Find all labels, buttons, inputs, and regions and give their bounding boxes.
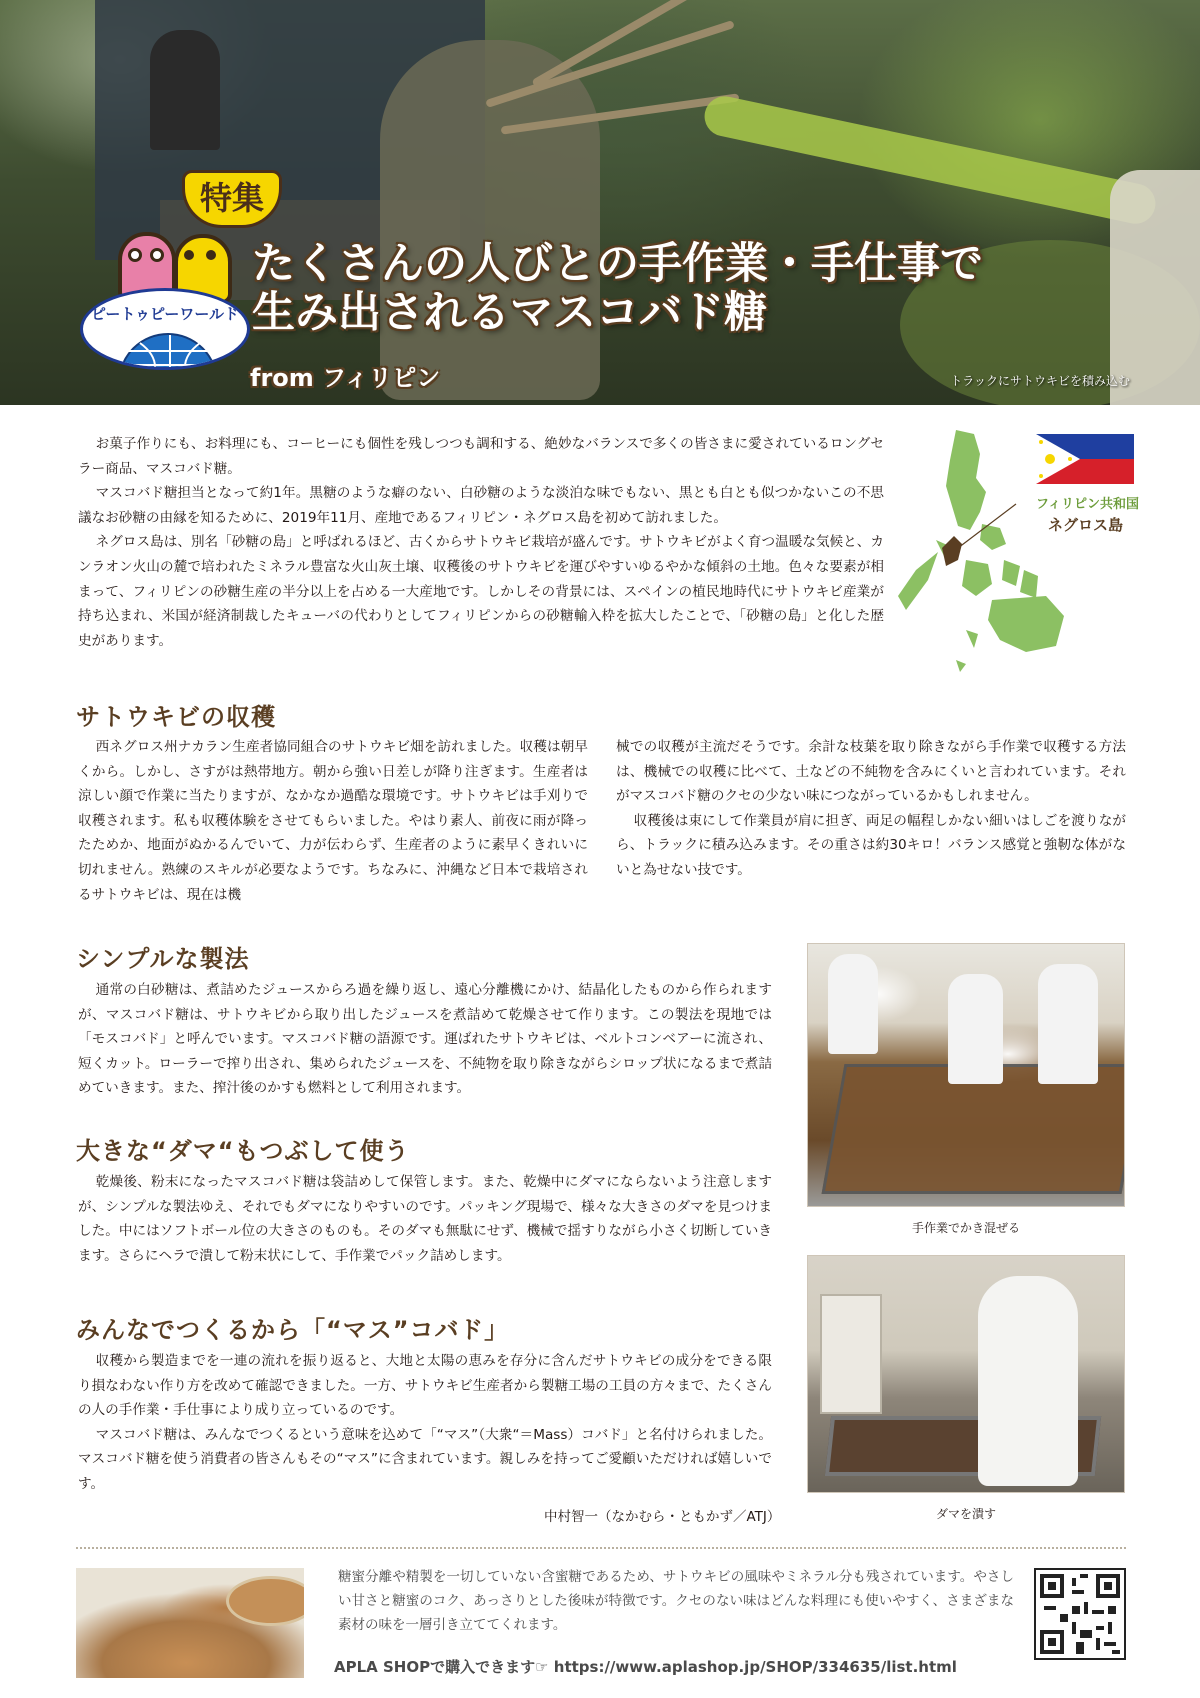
- worker-figure: [978, 1276, 1078, 1486]
- logo-text: ピートゥピーワールド: [90, 305, 240, 323]
- photo-crushing-lumps: [807, 1255, 1125, 1493]
- harvest-paragraph: 西ネグロス州ナカラン生産者協同組合のサトウキビ畑を訪れました。収穫は朝早くから。しかし、さすがは熱帯地方。朝から強い日差しが降り注ぎます。生産者は涼しい顔で作業に当たりますが、なかなか過酷な環境です。サトウキビは手刈りで収穫されます。私も収穫体験をさせてもらいました。やはり素人、前夜に雨が降ったためか、地面がぬかるんでいて、力が伝わらず、生産者のように素早くきれいに切れません。熟練のスキルが必要なようです。ちなみに、沖縄など日本で栽培されるサトウキビは、現在は機: [78, 739, 588, 903]
- harvest-paragraph: 収穫後は束にして作業員が肩に担ぎ、両足の幅程しかない細いはしごを渡りながら、トラックに積み込みます。その重さは約30キロ！バランス感覚と強靭な体がないと為せない技です。: [616, 812, 1126, 878]
- section-heading-harvest: サトウキビの収穫: [76, 703, 276, 731]
- map-label-island: ネグロス島: [1048, 516, 1124, 534]
- worker-figure: [828, 954, 878, 1054]
- worker-shirt-edge: [1110, 170, 1200, 405]
- photo-caption-lumps: ダマを潰す: [935, 1507, 996, 1521]
- photo-caption-stirring: 手作業でかき混ぜる: [911, 1221, 1020, 1235]
- lumps-text: [78, 1170, 772, 1268]
- spoon-shape: [226, 1576, 304, 1626]
- method-text: [78, 978, 772, 1101]
- leaf-shape: [701, 93, 1159, 228]
- p2p-world-logo: [80, 288, 250, 370]
- harvest-right-column: [616, 735, 1126, 883]
- mascot-eye: [128, 248, 142, 262]
- title-line-2: 生み出されるマスコバド糖: [252, 287, 768, 338]
- worker-figure: [948, 974, 1003, 1084]
- worker-carrying-cane: [380, 40, 600, 400]
- page-title: [252, 240, 1012, 337]
- mascot-eye: [150, 248, 164, 262]
- footer-divider: [76, 1547, 1126, 1549]
- mascot-eye: [206, 250, 216, 260]
- intro-paragraph: ネグロス島は、別名「砂糖の島」と呼ばれるほど、古くからサトウキビ栽培が盛んです。サトウキビがよく育つ温暖な気候と、カンラオン火山の麓で培われたミネラル豊富な火山灰土壌、収穫後のサトウキビを運びやすいゆるやかな傾斜の土地。色々な要素が相まって、フィリピンの砂糖生産の半分以上を占める一大産地です。しかしその背景には、スペインの植民地時代にサトウキビ産業が持ち込まれ、米国が経済制裁したキューバの代わりとしてフィリピンからの砂糖輸入枠を拡大したことで、「砂糖の島」と化した歴史があります。: [78, 534, 884, 649]
- hero-photo: [0, 0, 1200, 405]
- section-heading-lumps: 大きな“ダマ“もつぶして使う: [76, 1137, 410, 1165]
- mass-text: [78, 1349, 772, 1497]
- harvest-paragraph-continued: 械での収穫が主流だそうです。余計な枝葉を取り除きながら手作業で収穫する方法は、機械での収穫に比べて、土などの不純物を含みにくいと言われています。それがマスコバド糖のクセの少ない味につながっているかもしれません。: [616, 739, 1126, 805]
- intro-paragraph: マスコバド糖担当となって約1年。黒糖のような癖のない、白砂糖のような淡泊な味でもない、黒とも白とも似つかないこの不思議なお砂糖の由縁を知るために、2019年11月、産地であるフィリピン・ネグロス島を初めて訪れました。: [78, 485, 884, 526]
- method-paragraph: 通常の白砂糖は、煮詰めたジュースからろ過を繰り返し、遠心分離機にかけ、結晶化したものから作られますが、マスコバド糖は、サトウキビから取り出したジュースを煮詰めて乾燥させて作ります。この製法を現地では「モスコバド」と呼んでいます。マスコバド糖の語源です。運ばれたサトウキビは、ベルトコンベアーに流され、短くカット。ローラーで搾り出され、集められたジュースを、不純物を取り除きながらシロップ状になるまで煮詰めていきます。また、搾汁後のかすも燃料として利用されます。: [78, 982, 772, 1097]
- harvest-left-column: [78, 735, 588, 907]
- door-shape: [820, 1294, 882, 1414]
- intro-paragraph: お菓子作りにも、お料理にも、コーヒーにも個性を残しつつも調和する、絶妙なバランスで多くの皆さまに愛されているロングセラー商品、マスコバド糖。: [78, 436, 884, 477]
- hero-caption: トラックにサトウキビを積み込む: [950, 374, 1130, 388]
- photo-stirring: [807, 943, 1125, 1207]
- feature-tag: 特集: [182, 170, 282, 228]
- muscovado-sugar-photo: [76, 1568, 304, 1678]
- from-country: from フィリピン: [250, 364, 441, 392]
- qr-code-icon[interactable]: [1034, 1568, 1126, 1660]
- worker-silhouette: [150, 30, 220, 150]
- mass-paragraph: 収穫から製造までを一連の流れを振り返ると、大地と太陽の恵みを存分に含んだサトウキビの成分をできる限り損なわない作り方を改めて確認できました。一方、サトウキビ生産者から製糖工場の工員の方々まで、たくさんの人の手作業・手仕事により成り立っているのです。: [78, 1353, 772, 1419]
- lumps-paragraph: 乾燥後、粉末になったマスコバド糖は袋詰めして保管します。また、乾燥中にダマにならないよう注意しますが、シンプルな製法ゆえ、それでもダマになりやすいのです。パッキング現場で、様々な大きさのダマを見つけました。中にはソフトボール位の大きさのものも。そのダマも無駄にせず、機械で揺すりながら小さく切断していきます。さらにヘラで潰して粉末状にして、手作業でパック詰めします。: [78, 1174, 772, 1264]
- author-credit: 中村智一（なかむら・ともかず／ATJ）: [544, 1509, 781, 1525]
- product-description: 糖蜜分離や精製を一切していない含蜜糖であるため、サトウキビの風味やミネラル分も残されています。やさしい甘さと糖蜜のコク、あっさりとした後味が特徴です。クセのない味はどんな料理にも使いやすく、さまざまな素材の味を一層引き立ててくれます。: [338, 1569, 1014, 1633]
- shop-link[interactable]: APLA SHOPで購入できます☞ https://www.aplashop.jp/SHOP/334635/list.html: [334, 1658, 957, 1676]
- title-line-1: たくさんの人びとの手作業・手仕事で: [252, 239, 983, 289]
- map-label-country: フィリピン共和国: [1036, 497, 1139, 512]
- philippines-map: [896, 420, 1148, 682]
- section-heading-mass: みんなでつくるから「“マス”コバド」: [76, 1316, 510, 1344]
- section-heading-method: シンプルな製法: [76, 945, 250, 973]
- intro-text: [78, 432, 884, 653]
- mascot-eye: [184, 250, 194, 260]
- philippines-flag-icon: [1036, 434, 1134, 484]
- worker-figure: [1038, 964, 1098, 1084]
- mass-paragraph: マスコバド糖は、みんなでつくるという意味を込めて「“マス”（大衆“＝Mass）コバド」と名付けられました。マスコバド糖を使う消費者の皆さんもその“マス”に含まれています。親しみを持ってご愛顧いただければ嬉しいです。: [78, 1426, 772, 1492]
- globe-icon: [118, 333, 218, 370]
